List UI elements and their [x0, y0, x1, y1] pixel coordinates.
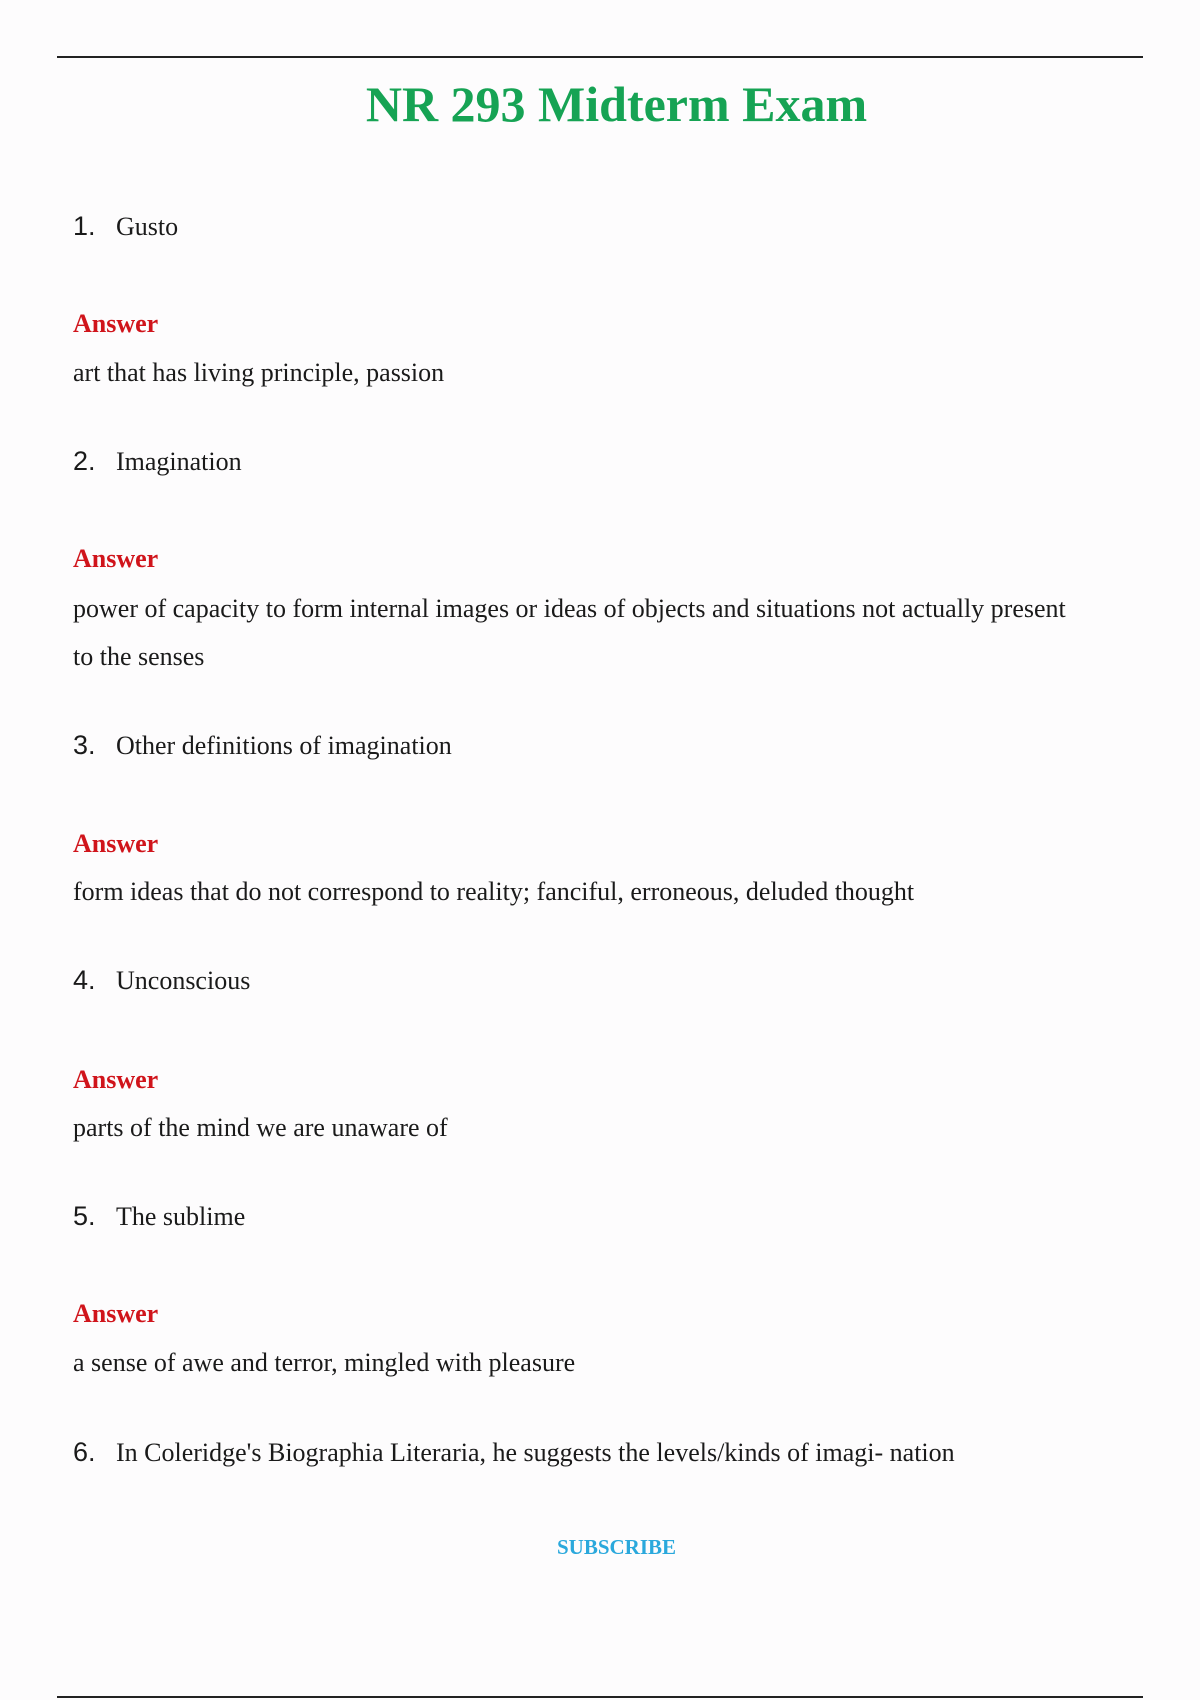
question-text: The sublime — [116, 1202, 246, 1231]
question-6 — [73, 1434, 955, 1471]
question-text: In Coleridge's Biographia Literaria, he suggests the levels/kinds of imagi- nation — [116, 1438, 955, 1467]
answer-label: Answer — [73, 829, 159, 858]
question-5 — [73, 1198, 245, 1235]
answer-text: power of capacity to form internal images or ideas of objects and situations not actually present to the senses — [73, 594, 1066, 671]
question-number: 6. — [73, 1437, 96, 1467]
question-number: 2. — [73, 446, 96, 476]
top-rule — [57, 56, 1143, 58]
answer-text: art that has living principle, passion — [73, 358, 445, 387]
answer-text: parts of the mind we are unaware of — [73, 1113, 448, 1142]
question-text: Gusto — [116, 212, 179, 241]
question-number: 3. — [73, 730, 96, 760]
subscribe-link[interactable]: SUBSCRIBE — [556, 1535, 677, 1559]
answer-label: Answer — [73, 1065, 159, 1094]
question-1 — [73, 208, 178, 245]
answer-text: form ideas that do not correspond to reality; fanciful, erroneous, deluded thought — [73, 877, 915, 906]
question-text: Unconscious — [116, 966, 251, 995]
question-3 — [73, 727, 452, 764]
question-2 — [73, 443, 242, 480]
bottom-rule — [57, 1696, 1143, 1698]
question-4 — [73, 962, 250, 999]
question-number: 5. — [73, 1201, 96, 1231]
question-text: Other definitions of imagination — [116, 731, 452, 760]
answer-label: Answer — [73, 544, 159, 573]
answer-label: Answer — [73, 1299, 159, 1328]
question-text: Imagination — [116, 447, 242, 476]
question-number: 1. — [73, 211, 96, 241]
page-title: NR 293 Midterm Exam — [365, 76, 868, 132]
answer-label: Answer — [73, 309, 159, 338]
question-number: 4. — [73, 965, 96, 995]
answer-text: a sense of awe and terror, mingled with pleasure — [73, 1348, 576, 1377]
